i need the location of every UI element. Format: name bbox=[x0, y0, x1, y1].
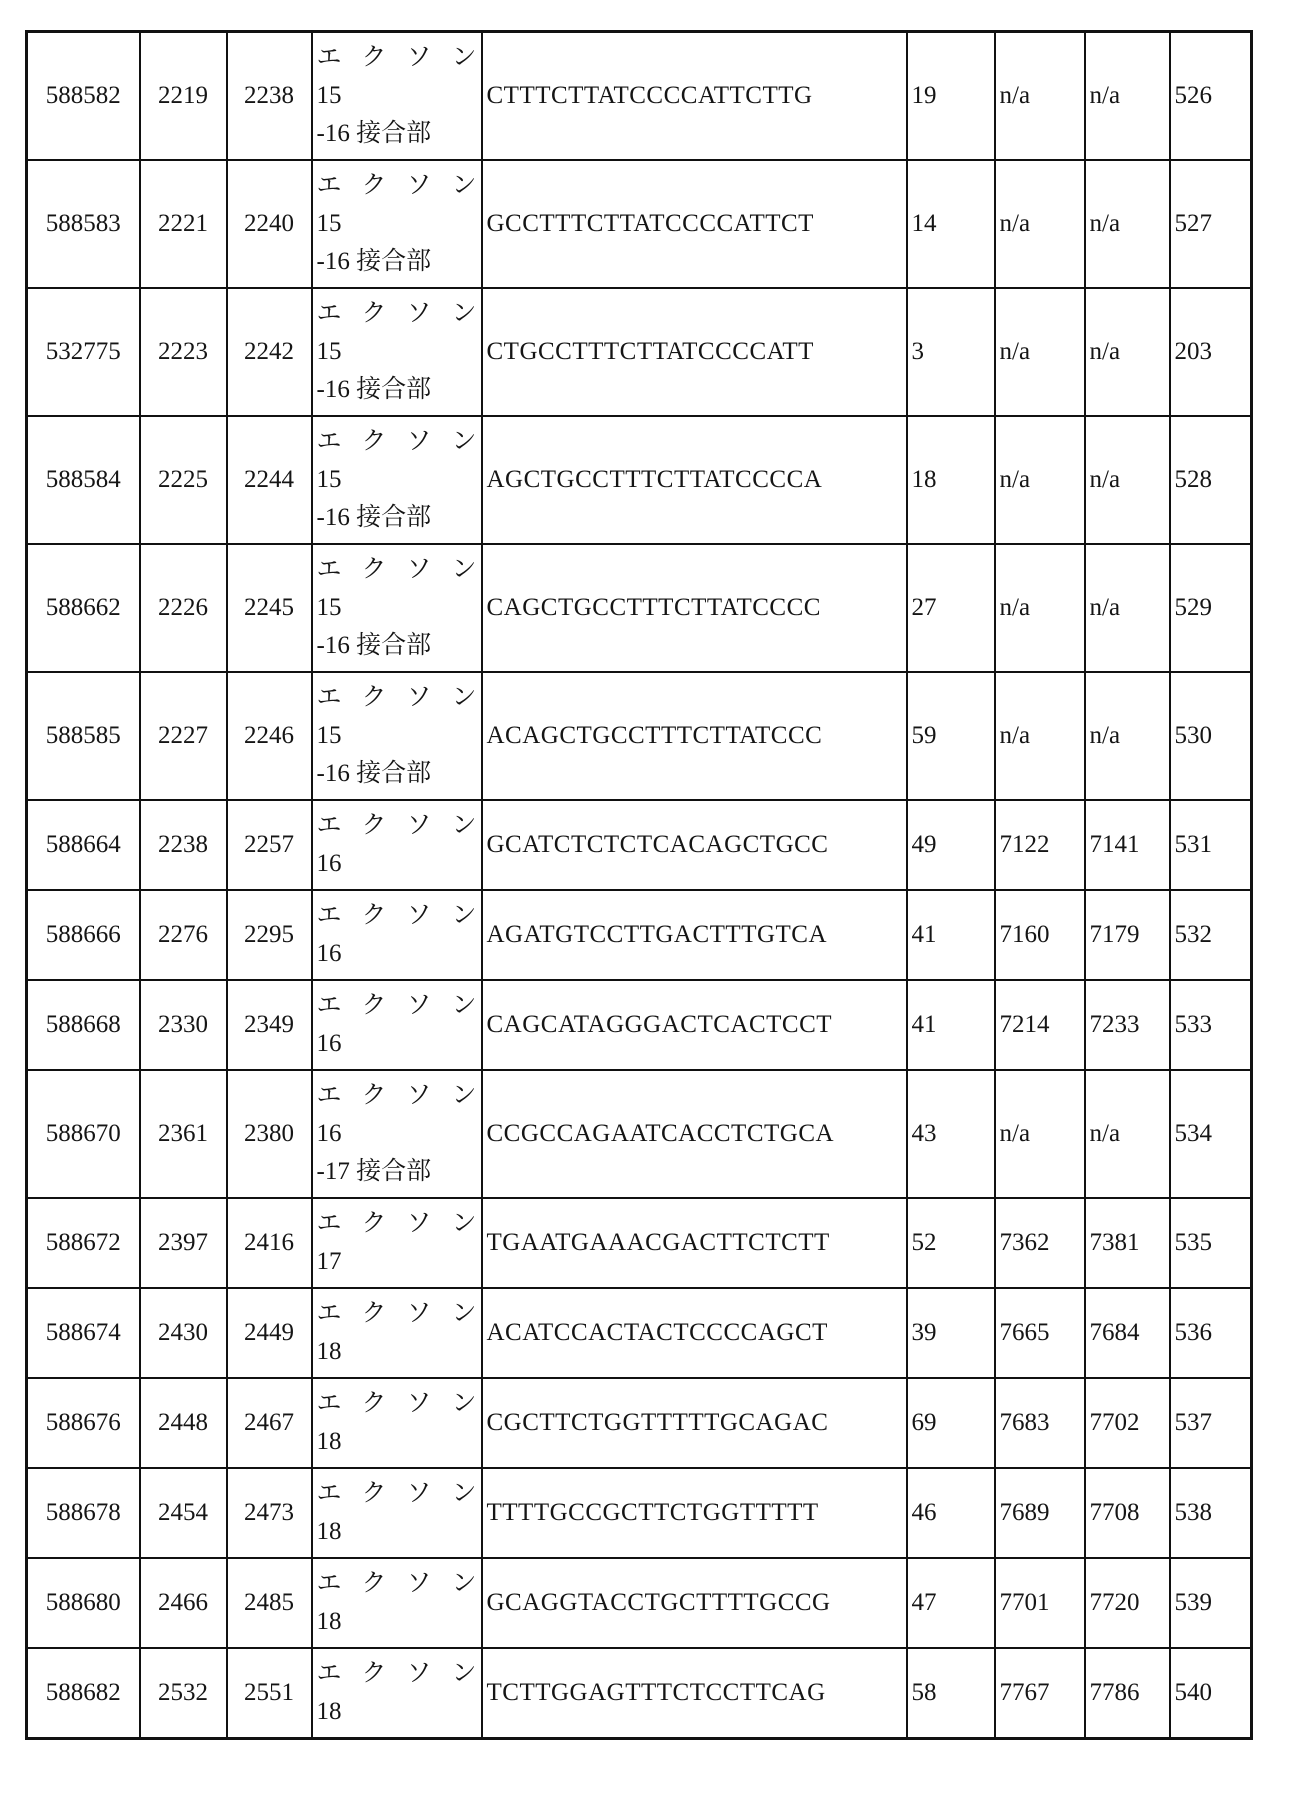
exon-region-line: 18 bbox=[316, 1698, 342, 1725]
cell-count: 58 bbox=[907, 1648, 995, 1739]
cell-count: 14 bbox=[907, 160, 995, 288]
cell-count: 49 bbox=[907, 800, 995, 890]
cell-seq-id-number: 526 bbox=[1170, 32, 1252, 161]
cell-probe-id: 532775 bbox=[27, 288, 140, 416]
cell-exon-region bbox=[312, 1558, 482, 1648]
cell-seq-id-number: 531 bbox=[1170, 800, 1252, 890]
exon-region-line: エクソン bbox=[316, 300, 477, 327]
exon-region-line: -16 接合部 bbox=[316, 504, 432, 531]
exon-region-line: 15 bbox=[316, 594, 342, 621]
cell-exon-region bbox=[312, 1288, 482, 1378]
exon-region-line: 16 bbox=[316, 1030, 342, 1057]
cell-start-pos: 2227 bbox=[140, 672, 227, 800]
cell-seq-id-number: 537 bbox=[1170, 1378, 1252, 1468]
cell-alt-end: 7708 bbox=[1085, 1468, 1170, 1558]
cell-alt-start: n/a bbox=[995, 1070, 1085, 1198]
cell-count: 52 bbox=[907, 1198, 995, 1288]
table-row bbox=[27, 544, 1252, 672]
table-body bbox=[27, 32, 1252, 1739]
cell-sequence: CCGCCAGAATCACCTCTGCA bbox=[482, 1070, 907, 1198]
cell-start-pos: 2448 bbox=[140, 1378, 227, 1468]
cell-seq-id-number: 536 bbox=[1170, 1288, 1252, 1378]
cell-seq-id-number: 535 bbox=[1170, 1198, 1252, 1288]
cell-count: 69 bbox=[907, 1378, 995, 1468]
table-row bbox=[27, 1198, 1252, 1288]
exon-region-line: エクソン bbox=[316, 1660, 477, 1687]
cell-count: 46 bbox=[907, 1468, 995, 1558]
cell-exon-region bbox=[312, 1648, 482, 1739]
cell-start-pos: 2430 bbox=[140, 1288, 227, 1378]
cell-end-pos: 2244 bbox=[227, 416, 312, 544]
cell-sequence: AGCTGCCTTTCTTATCCCCA bbox=[482, 416, 907, 544]
exon-region-line: 18 bbox=[316, 1608, 342, 1635]
cell-seq-id-number: 529 bbox=[1170, 544, 1252, 672]
cell-exon-region bbox=[312, 672, 482, 800]
exon-region-line: 16 bbox=[316, 850, 342, 877]
table-row bbox=[27, 980, 1252, 1070]
cell-count: 47 bbox=[907, 1558, 995, 1648]
cell-probe-id: 588584 bbox=[27, 416, 140, 544]
cell-exon-region bbox=[312, 890, 482, 980]
cell-sequence: TGAATGAAACGACTTCTCTT bbox=[482, 1198, 907, 1288]
cell-alt-start: 7689 bbox=[995, 1468, 1085, 1558]
cell-alt-end: 7179 bbox=[1085, 890, 1170, 980]
cell-probe-id: 588668 bbox=[27, 980, 140, 1070]
exon-region-line: -17 接合部 bbox=[316, 1158, 432, 1185]
exon-region-line: 15 bbox=[316, 466, 342, 493]
cell-alt-start: n/a bbox=[995, 160, 1085, 288]
cell-sequence: TCTTGGAGTTTCTCCTTCAG bbox=[482, 1648, 907, 1739]
cell-start-pos: 2225 bbox=[140, 416, 227, 544]
cell-exon-region bbox=[312, 980, 482, 1070]
cell-end-pos: 2245 bbox=[227, 544, 312, 672]
table-row bbox=[27, 1558, 1252, 1648]
cell-end-pos: 2485 bbox=[227, 1558, 312, 1648]
cell-end-pos: 2416 bbox=[227, 1198, 312, 1288]
cell-alt-start: 7362 bbox=[995, 1198, 1085, 1288]
cell-alt-end: 7381 bbox=[1085, 1198, 1170, 1288]
cell-sequence: GCCTTTCTTATCCCCATTCT bbox=[482, 160, 907, 288]
cell-count: 59 bbox=[907, 672, 995, 800]
exon-region-line: 18 bbox=[316, 1338, 342, 1365]
cell-count: 41 bbox=[907, 890, 995, 980]
cell-end-pos: 2449 bbox=[227, 1288, 312, 1378]
cell-start-pos: 2226 bbox=[140, 544, 227, 672]
table-row bbox=[27, 1288, 1252, 1378]
cell-alt-start: 7214 bbox=[995, 980, 1085, 1070]
cell-alt-end: n/a bbox=[1085, 1070, 1170, 1198]
cell-sequence: CAGCTGCCTTTCTTATCCCC bbox=[482, 544, 907, 672]
cell-seq-id-number: 528 bbox=[1170, 416, 1252, 544]
cell-start-pos: 2238 bbox=[140, 800, 227, 890]
cell-end-pos: 2380 bbox=[227, 1070, 312, 1198]
exon-region-line: 16 bbox=[316, 1120, 342, 1147]
exon-region-line: 15 bbox=[316, 82, 342, 109]
exon-region-line: エクソン bbox=[316, 812, 477, 839]
exon-region-line: 15 bbox=[316, 722, 342, 749]
cell-alt-start: 7683 bbox=[995, 1378, 1085, 1468]
table-row bbox=[27, 32, 1252, 161]
cell-sequence: ACATCCACTACTCCCCAGCT bbox=[482, 1288, 907, 1378]
cell-count: 18 bbox=[907, 416, 995, 544]
cell-seq-id-number: 527 bbox=[1170, 160, 1252, 288]
cell-seq-id-number: 534 bbox=[1170, 1070, 1252, 1198]
cell-start-pos: 2330 bbox=[140, 980, 227, 1070]
cell-sequence: CAGCATAGGGACTCACTCCT bbox=[482, 980, 907, 1070]
cell-exon-region bbox=[312, 1378, 482, 1468]
cell-count: 43 bbox=[907, 1070, 995, 1198]
exon-region-line: エクソン bbox=[316, 172, 477, 199]
cell-end-pos: 2349 bbox=[227, 980, 312, 1070]
cell-start-pos: 2223 bbox=[140, 288, 227, 416]
exon-region-line: エクソン bbox=[316, 992, 477, 1019]
cell-end-pos: 2238 bbox=[227, 32, 312, 161]
table-row bbox=[27, 890, 1252, 980]
cell-seq-id-number: 540 bbox=[1170, 1648, 1252, 1739]
cell-start-pos: 2466 bbox=[140, 1558, 227, 1648]
table-row bbox=[27, 288, 1252, 416]
cell-start-pos: 2454 bbox=[140, 1468, 227, 1558]
exon-region-line: -16 接合部 bbox=[316, 120, 432, 147]
exon-region-line: エクソン bbox=[316, 1570, 477, 1597]
table-row bbox=[27, 160, 1252, 288]
cell-start-pos: 2219 bbox=[140, 32, 227, 161]
exon-region-line: 18 bbox=[316, 1518, 342, 1545]
table-row bbox=[27, 800, 1252, 890]
cell-sequence: CTGCCTTTCTTATCCCCATT bbox=[482, 288, 907, 416]
exon-region-line: 15 bbox=[316, 338, 342, 365]
cell-count: 3 bbox=[907, 288, 995, 416]
cell-alt-start: 7701 bbox=[995, 1558, 1085, 1648]
cell-alt-start: n/a bbox=[995, 32, 1085, 161]
cell-exon-region bbox=[312, 544, 482, 672]
exon-region-line: エクソン bbox=[316, 428, 477, 455]
exon-region-line: エクソン bbox=[316, 1480, 477, 1507]
exon-region-line: 18 bbox=[316, 1428, 342, 1455]
cell-probe-id: 588662 bbox=[27, 544, 140, 672]
cell-exon-region bbox=[312, 160, 482, 288]
cell-probe-id: 588666 bbox=[27, 890, 140, 980]
table-row bbox=[27, 1468, 1252, 1558]
table-row bbox=[27, 1070, 1252, 1198]
cell-sequence: GCAGGTACCTGCTTTTGCCG bbox=[482, 1558, 907, 1648]
cell-sequence: TTTTGCCGCTTCTGGTTTTT bbox=[482, 1468, 907, 1558]
cell-end-pos: 2246 bbox=[227, 672, 312, 800]
cell-probe-id: 588682 bbox=[27, 1648, 140, 1739]
cell-probe-id: 588664 bbox=[27, 800, 140, 890]
cell-probe-id: 588674 bbox=[27, 1288, 140, 1378]
cell-alt-end: 7233 bbox=[1085, 980, 1170, 1070]
cell-alt-start: 7767 bbox=[995, 1648, 1085, 1739]
cell-sequence: CTTTCTTATCCCCATTCTTG bbox=[482, 32, 907, 161]
document-page bbox=[25, 30, 1250, 1740]
table-row bbox=[27, 1378, 1252, 1468]
cell-end-pos: 2551 bbox=[227, 1648, 312, 1739]
exon-region-line: エクソン bbox=[316, 1300, 477, 1327]
table-row bbox=[27, 1648, 1252, 1739]
cell-probe-id: 588680 bbox=[27, 1558, 140, 1648]
cell-start-pos: 2221 bbox=[140, 160, 227, 288]
cell-alt-start: n/a bbox=[995, 544, 1085, 672]
cell-alt-end: n/a bbox=[1085, 160, 1170, 288]
table-row bbox=[27, 416, 1252, 544]
table-row bbox=[27, 672, 1252, 800]
cell-alt-start: n/a bbox=[995, 416, 1085, 544]
exon-region-line: 17 bbox=[316, 1248, 342, 1275]
cell-start-pos: 2532 bbox=[140, 1648, 227, 1739]
exon-region-line: -16 接合部 bbox=[316, 376, 432, 403]
cell-count: 27 bbox=[907, 544, 995, 672]
cell-count: 41 bbox=[907, 980, 995, 1070]
cell-seq-id-number: 532 bbox=[1170, 890, 1252, 980]
cell-alt-end: n/a bbox=[1085, 32, 1170, 161]
cell-alt-end: n/a bbox=[1085, 288, 1170, 416]
cell-seq-id-number: 533 bbox=[1170, 980, 1252, 1070]
cell-end-pos: 2240 bbox=[227, 160, 312, 288]
cell-alt-end: 7141 bbox=[1085, 800, 1170, 890]
exon-region-line: エクソン bbox=[316, 556, 477, 583]
cell-start-pos: 2276 bbox=[140, 890, 227, 980]
cell-alt-start: n/a bbox=[995, 288, 1085, 416]
cell-sequence: GCATCTCTCTCACAGCTGCC bbox=[482, 800, 907, 890]
cell-probe-id: 588672 bbox=[27, 1198, 140, 1288]
cell-end-pos: 2295 bbox=[227, 890, 312, 980]
cell-probe-id: 588670 bbox=[27, 1070, 140, 1198]
exon-region-line: -16 接合部 bbox=[316, 632, 432, 659]
cell-alt-start: 7122 bbox=[995, 800, 1085, 890]
cell-alt-end: n/a bbox=[1085, 672, 1170, 800]
cell-alt-start: 7665 bbox=[995, 1288, 1085, 1378]
cell-seq-id-number: 203 bbox=[1170, 288, 1252, 416]
cell-alt-end: 7786 bbox=[1085, 1648, 1170, 1739]
cell-exon-region bbox=[312, 1070, 482, 1198]
cell-probe-id: 588585 bbox=[27, 672, 140, 800]
cell-seq-id-number: 530 bbox=[1170, 672, 1252, 800]
exon-region-line: エクソン bbox=[316, 902, 477, 929]
cell-sequence: ACAGCTGCCTTTCTTATCCC bbox=[482, 672, 907, 800]
cell-end-pos: 2257 bbox=[227, 800, 312, 890]
cell-alt-end: 7702 bbox=[1085, 1378, 1170, 1468]
cell-probe-id: 588678 bbox=[27, 1468, 140, 1558]
exon-region-line: 15 bbox=[316, 210, 342, 237]
cell-alt-end: n/a bbox=[1085, 416, 1170, 544]
cell-alt-start: n/a bbox=[995, 672, 1085, 800]
cell-count: 19 bbox=[907, 32, 995, 161]
cell-exon-region bbox=[312, 416, 482, 544]
exon-region-line: エクソン bbox=[316, 44, 477, 71]
cell-alt-end: 7720 bbox=[1085, 1558, 1170, 1648]
cell-alt-end: n/a bbox=[1085, 544, 1170, 672]
cell-exon-region bbox=[312, 32, 482, 161]
cell-end-pos: 2242 bbox=[227, 288, 312, 416]
cell-exon-region bbox=[312, 1198, 482, 1288]
cell-count: 39 bbox=[907, 1288, 995, 1378]
cell-end-pos: 2467 bbox=[227, 1378, 312, 1468]
cell-seq-id-number: 539 bbox=[1170, 1558, 1252, 1648]
sequence-table bbox=[25, 30, 1253, 1740]
cell-exon-region bbox=[312, 288, 482, 416]
exon-region-line: エクソン bbox=[316, 684, 477, 711]
exon-region-line: -16 接合部 bbox=[316, 760, 432, 787]
cell-alt-end: 7684 bbox=[1085, 1288, 1170, 1378]
cell-probe-id: 588676 bbox=[27, 1378, 140, 1468]
cell-exon-region bbox=[312, 1468, 482, 1558]
cell-sequence: CGCTTCTGGTTTTTGCAGAC bbox=[482, 1378, 907, 1468]
cell-exon-region bbox=[312, 800, 482, 890]
exon-region-line: 16 bbox=[316, 940, 342, 967]
cell-seq-id-number: 538 bbox=[1170, 1468, 1252, 1558]
cell-alt-start: 7160 bbox=[995, 890, 1085, 980]
exon-region-line: エクソン bbox=[316, 1210, 477, 1237]
cell-start-pos: 2397 bbox=[140, 1198, 227, 1288]
cell-sequence: AGATGTCCTTGACTTTGTCA bbox=[482, 890, 907, 980]
exon-region-line: エクソン bbox=[316, 1082, 477, 1109]
cell-end-pos: 2473 bbox=[227, 1468, 312, 1558]
cell-probe-id: 588582 bbox=[27, 32, 140, 161]
exon-region-line: エクソン bbox=[316, 1390, 477, 1417]
cell-probe-id: 588583 bbox=[27, 160, 140, 288]
cell-start-pos: 2361 bbox=[140, 1070, 227, 1198]
exon-region-line: -16 接合部 bbox=[316, 248, 432, 275]
